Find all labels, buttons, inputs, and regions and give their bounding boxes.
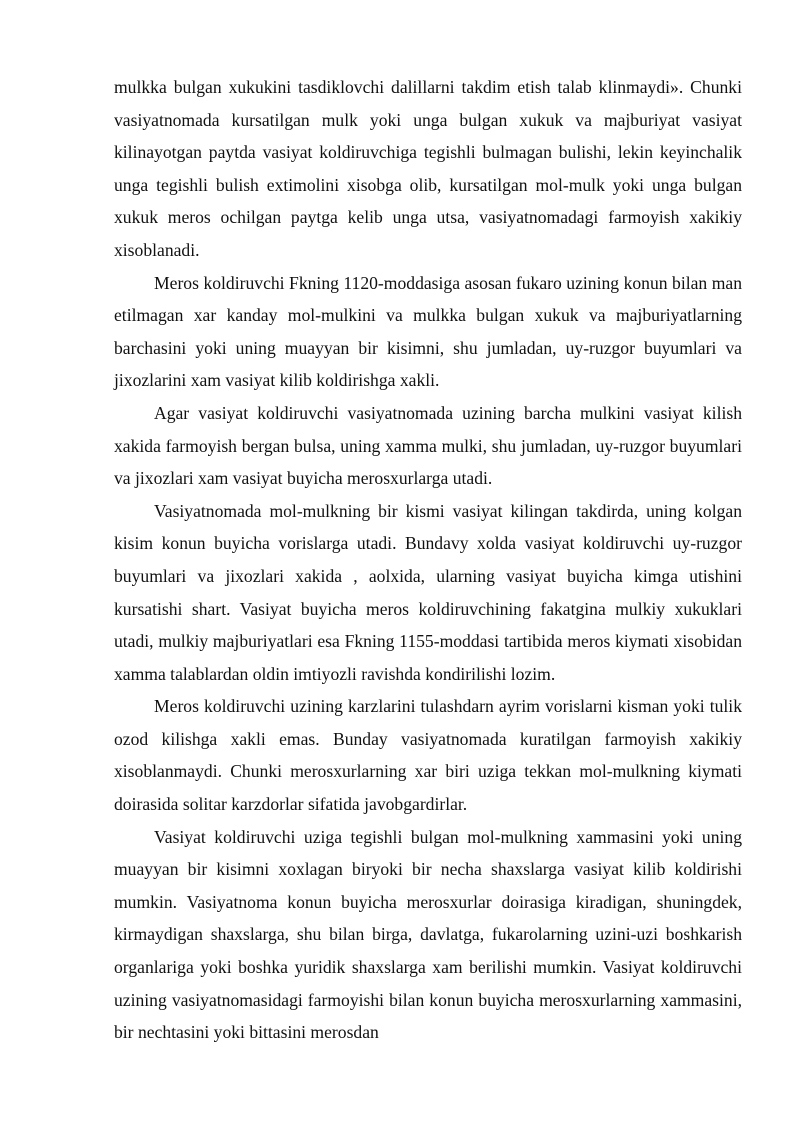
paragraph-heirs: Vasiyat koldiruvchi uziga tegishli bulgan mol-mulkning xammasini yoki uning muayyan bir kisimni xoxlagan biryoki bir necha shaxslarga vasiyat kilib koldirishi mumkin. Vasiyatnoma konun buyicha merosxurlar doirasiga kiradigan, shuningdek, kirmaydigan shaxslarga, shu bilan birga, davlatga, fukarolarning uzini-uzi boshkarish organlariga yoki boshka yuridik shaxslarga xam berilishi mumkin. Vasiyat koldiruvchi uzining vasiyatnomasidagi farmoyishi bilan konun buyicha merosxurlarning xammasini, bir nechtasini yoki bittasini merosdan: [114, 826, 742, 1043]
paragraph-continuation: mulkka bulgan xukukini tasdiklovchi dalillarni takdim etish talab klinmaydi». Chunki vasiyatnomada kursatilgan mulk yoki unga bulgan xukuk va majburiyat vasiyat kilinayotgan paytda vasiyat koldiruvchiga tegishli bulmagan bulishi, lekin keyinchalik unga tegishli bulish extimolini xisobga olib, kursatilgan mol-mulk yoki unga bulgan xukuk meros ochilgan paytga kelib unga utsa, vasiyatnomadagi farmoyish xakikiy xisoblanadi.: [114, 77, 742, 260]
body-text: [114, 71, 742, 1049]
paragraph-whole-estate: Agar vasiyat koldiruvchi vasiyatnomada uzining barcha mulkini vasiyat kilish xakida farmoyish bergan bulsa, uning xamma mulki, shu jumladan, uy-ruzgor buyumlari va jixozlari xam vasiyat buyicha merosxurlarga utadi.: [114, 402, 742, 489]
paragraph-debts: Meros koldiruvchi uzining karzlarini tulashdarn ayrim vorislarni kisman yoki tulik ozod kilishga xakli emas. Bunday vasiyatnomada kuratilgan farmoyish xakikiy xisoblanmaydi. Chunki merosxurlarning xar biri uziga tekkan mol-mulkning kiymati doirasida solitar karzdorlar sifatida javobgardirlar.: [114, 696, 742, 815]
paragraph-partial-estate: Vasiyatnomada mol-mulkning bir kismi vasiyat kilingan takdirda, uning kolgan kisim konun buyicha vorislarga utadi. Bundavy xolda vasiyat koldiruvchi uy-ruzgor buyumlari va jixozlari xakida , aolxida, ularning vasiyat buyicha kimga utishini kursatishi shart. Vasiyat buyicha meros koldiruvchining fakatgina mulkiy xukuklari utadi, mulkiy majburiyatlari esa Fkning 1155-moddasi tartibida meros kiymati xisobidan xamma talablardan oldin imtiyozli ravishda kondirilishi lozim.: [114, 500, 742, 684]
paragraph-inheritance-rights: Meros koldiruvchi Fkning 1120-moddasiga asosan fukaro uzining konun bilan man etilmagan xar kanday mol-mulkini va mulkka bulgan xukuk va majburiyatlarning barchasini yoki uning muayyan bir kisimni, shu jumladan, uy-ruzgor buyumlari va jixozlarini xam vasiyat kilib koldirishga xakli.: [114, 272, 742, 391]
